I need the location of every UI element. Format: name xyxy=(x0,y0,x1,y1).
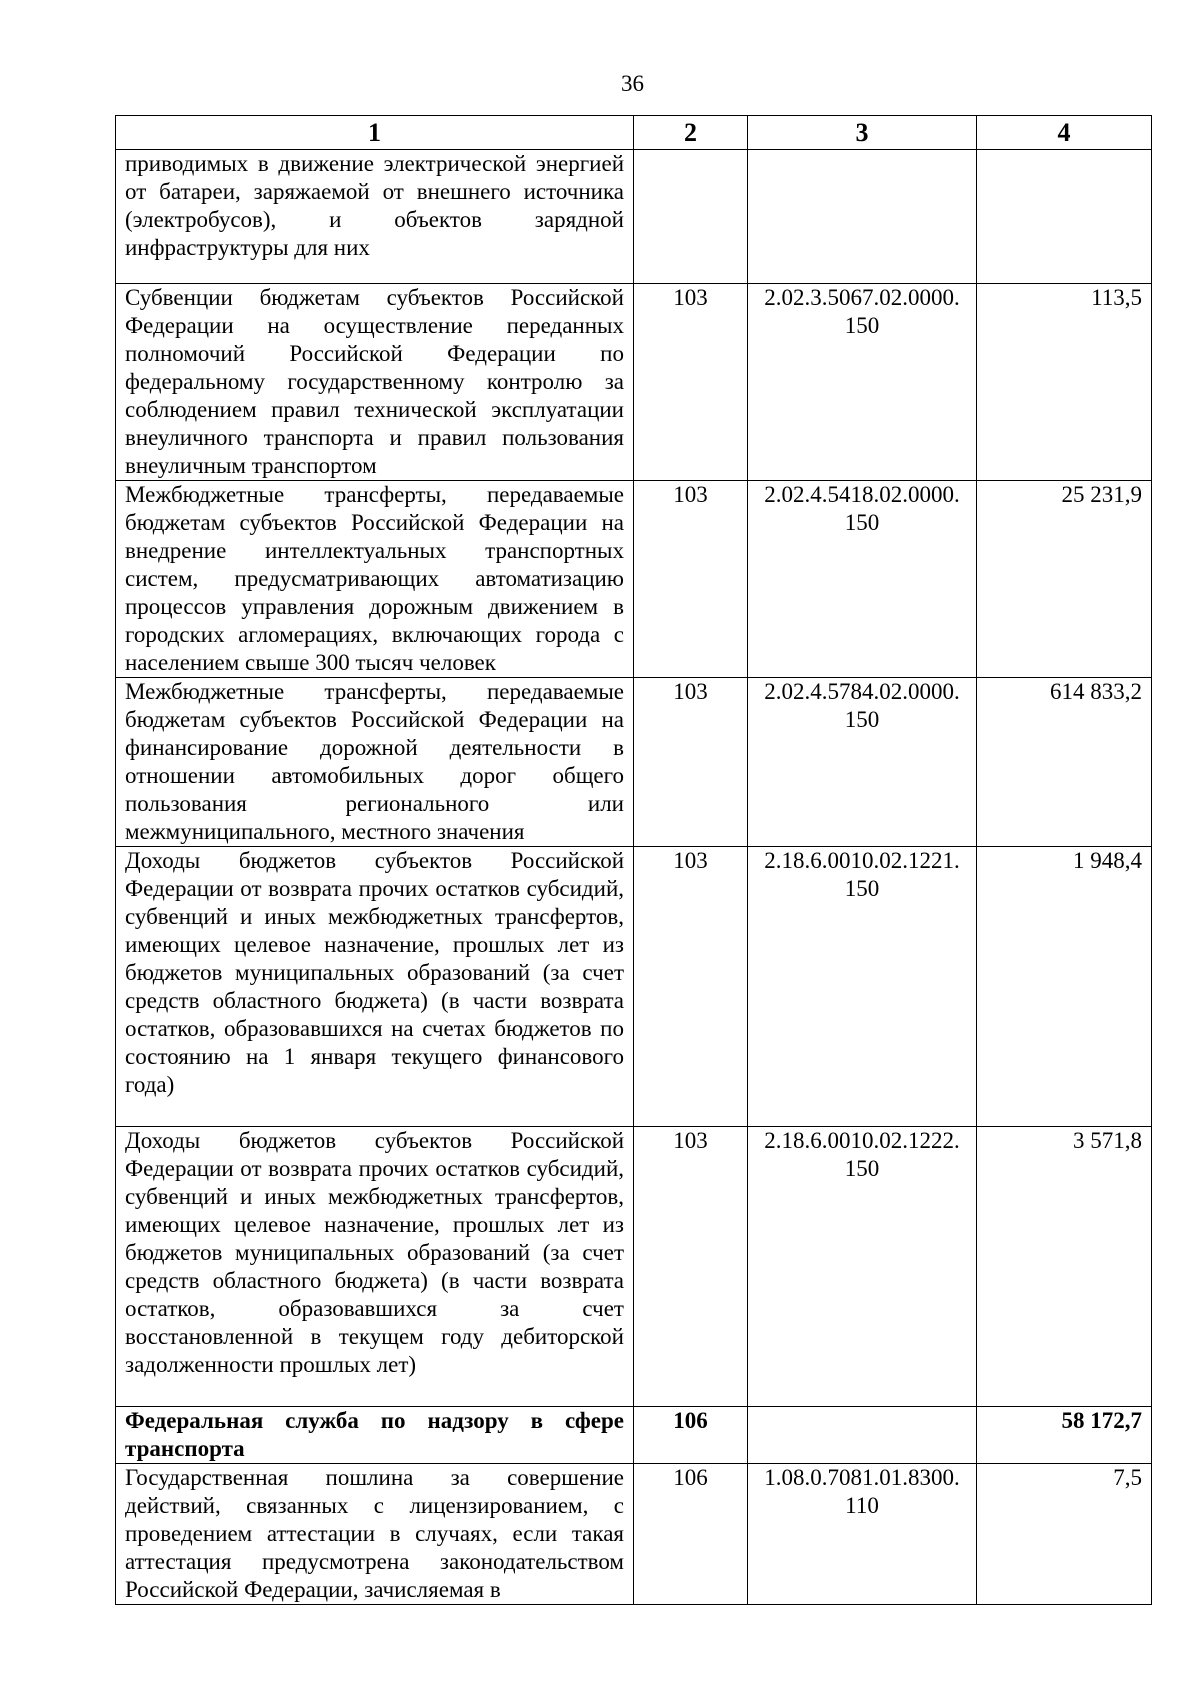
row-classification-code xyxy=(748,1127,977,1407)
row-amount xyxy=(977,150,1152,284)
table-row xyxy=(116,481,1152,678)
row-admin-code: 106 xyxy=(634,1464,748,1605)
table-row xyxy=(116,1464,1152,1605)
row-admin-code: 103 xyxy=(634,284,748,481)
row-amount: 1 948,4 xyxy=(977,847,1152,1127)
row-classification-code xyxy=(748,150,977,284)
row-admin-code: 103 xyxy=(634,481,748,678)
code-suffix: 150 xyxy=(844,313,880,338)
row-amount: 3 571,8 xyxy=(977,1127,1152,1407)
column-header-4: 4 xyxy=(977,116,1152,150)
row-description: Государственная пошлина за совершение действий, связанных с лицензированием, с проведением аттестации в случаях, если такая аттестация предусмотрена законодательством Российской Федерации, зачисляемая в xyxy=(116,1464,634,1605)
page-number: 36 xyxy=(621,71,644,96)
row-admin-code: 106 xyxy=(634,1407,748,1464)
row-amount: 7,5 xyxy=(977,1464,1152,1605)
code-main: 2.02.4.5418.02.0000. xyxy=(764,482,960,507)
row-classification-code xyxy=(748,284,977,481)
row-description: Субвенции бюджетам субъектов Российской Федерации на осуществление переданных полномочий Российской Федерации по федеральному государственному контролю за соблюдением правил технической эксплуатации внеуличного транспорта и правил пользования внеуличным транспортом xyxy=(116,284,634,481)
row-description: Доходы бюджетов субъектов Российской Федерации от возврата прочих остатков субсидий, субвенций и иных межбюджетных трансфертов, имеющих целевое назначение, прошлых лет из бюджетов муниципальных образований (за счет средств областного бюджета) (в части возврата остатков, образовавшихся на счетах бюджетов по состоянию на 1 января текущего финансового года) xyxy=(116,847,634,1127)
row-classification-code xyxy=(748,481,977,678)
row-amount: 58 172,7 xyxy=(977,1407,1152,1464)
row-classification-code xyxy=(748,847,977,1127)
table-row xyxy=(116,847,1152,1127)
table-row xyxy=(116,284,1152,481)
column-header-2: 2 xyxy=(634,116,748,150)
row-description: Доходы бюджетов субъектов Российской Федерации от возврата прочих остатков субсидий, субвенций и иных межбюджетных трансфертов, имеющих целевое назначение, прошлых лет из бюджетов муниципальных образований (за счет средств областного бюджета) (в части возврата остатков, образовавшихся за счет восстановленной в текущем году дебиторской задолженности прошлых лет) xyxy=(116,1127,634,1407)
row-admin-code: 103 xyxy=(634,847,748,1127)
row-classification-code xyxy=(748,1407,977,1464)
row-amount: 113,5 xyxy=(977,284,1152,481)
code-suffix: 150 xyxy=(844,707,880,732)
table-row xyxy=(116,150,1152,284)
column-header-3: 3 xyxy=(748,116,977,150)
row-amount: 25 231,9 xyxy=(977,481,1152,678)
budget-revenue-table xyxy=(115,115,1152,1605)
row-amount: 614 833,2 xyxy=(977,678,1152,847)
code-main: 2.02.3.5067.02.0000. xyxy=(764,285,960,310)
row-description: Межбюджетные трансферты, передаваемые бюджетам субъектов Российской Федерации на финансирование дорожной деятельности в отношении автомобильных дорог общего пользования регионального или межмуниципального, местного значения xyxy=(116,678,634,847)
code-main: 2.02.4.5784.02.0000. xyxy=(764,679,960,704)
row-admin-code xyxy=(634,150,748,284)
row-classification-code xyxy=(748,1464,977,1605)
row-classification-code xyxy=(748,678,977,847)
table-row-section-heading xyxy=(116,1407,1152,1464)
row-admin-code: 103 xyxy=(634,678,748,847)
code-suffix: 150 xyxy=(844,876,880,901)
code-suffix: 150 xyxy=(844,510,880,535)
table-row xyxy=(116,1127,1152,1407)
table-row xyxy=(116,678,1152,847)
row-description: Межбюджетные трансферты, передаваемые бюджетам субъектов Российской Федерации на внедрение интеллектуальных транспортных систем, предусматривающих автоматизацию процессов управления дорожным движением в городских агломерациях, включающих города с населением свыше 300 тысяч человек xyxy=(116,481,634,678)
row-admin-code: 103 xyxy=(634,1127,748,1407)
row-description: Федеральная служба по надзору в сфере транспорта xyxy=(116,1407,634,1464)
code-main: 1.08.0.7081.01.8300. xyxy=(764,1465,960,1490)
code-main: 2.18.6.0010.02.1221. xyxy=(764,848,960,873)
row-description: приводимых в движение электрической энергией от батареи, заряжаемой от внешнего источника (электробусов), и объектов зарядной инфраструктуры для них xyxy=(116,150,634,284)
code-main: 2.18.6.0010.02.1222. xyxy=(764,1128,960,1153)
code-suffix: 150 xyxy=(844,1156,880,1181)
code-suffix: 110 xyxy=(845,1493,879,1518)
column-header-1: 1 xyxy=(116,116,634,150)
table-header-row xyxy=(116,116,1152,150)
